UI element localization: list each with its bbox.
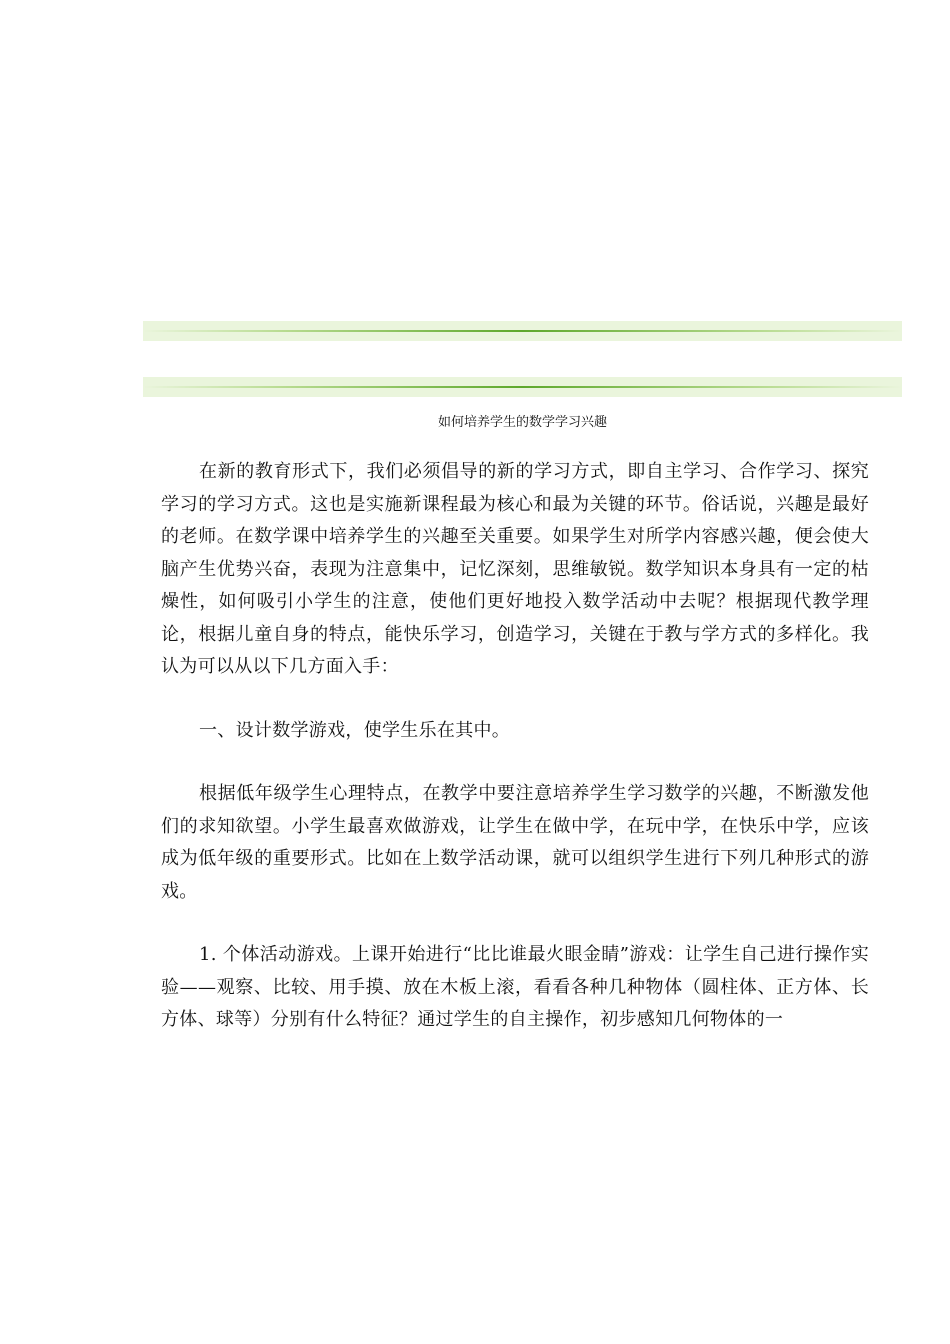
divider-line <box>143 386 902 388</box>
decorative-band-bottom <box>143 377 902 397</box>
section-heading: 一、设计数学游戏，使学生乐在其中。 <box>199 719 511 741</box>
document-body <box>161 456 869 1068</box>
divider-line <box>143 330 902 332</box>
paragraph-section-1: 根据低年级学生心理特点，在教学中要注意培养学生学习数学的兴趣，不断激发他们的求知欲望。小学生最喜欢做游戏，让学生在做中学，在玩中学，在快乐中学，应该成为低年级的重要形式。比如在上数学活动课，就可以组织学生进行下列几种形式的游戏。 <box>161 783 869 902</box>
paragraph-intro: 在新的教育形式下，我们必须倡导的新的学习方式，即自主学习、合作学习、探究学习的学习方式。这也是实施新课程最为核心和最为关键的环节。俗话说，兴趣是最好的老师。在数学课中培养学生的兴趣至关重要。如果学生对所学内容感兴趣，便会使大脑产生优势兴奋，表现为注意集中，记忆深刻，思维敏锐。数学知识本身具有一定的枯燥性，如何吸引小学生的注意，使他们更好地投入数学活动中去呢？根据现代教学理论，根据儿童自身的特点，能快乐学习，创造学习，关键在于教与学方式的多样化。我认为可以从以下几方面入手： <box>161 461 869 677</box>
paragraph-item-1: 1. 个体活动游戏。上课开始进行“比比谁最火眼金睛”游戏：让学生自己进行操作实验——观察、比较、用手摸、放在木板上滚，看看各种几种物体（圆柱体、正方体、长方体、球等）分别有什么特征？通过学生的自主操作，初步感知几何物体的一 <box>161 944 869 1030</box>
decorative-band-top <box>143 321 902 341</box>
document-title: 如何培养学生的数学学习兴趣 <box>437 415 607 430</box>
